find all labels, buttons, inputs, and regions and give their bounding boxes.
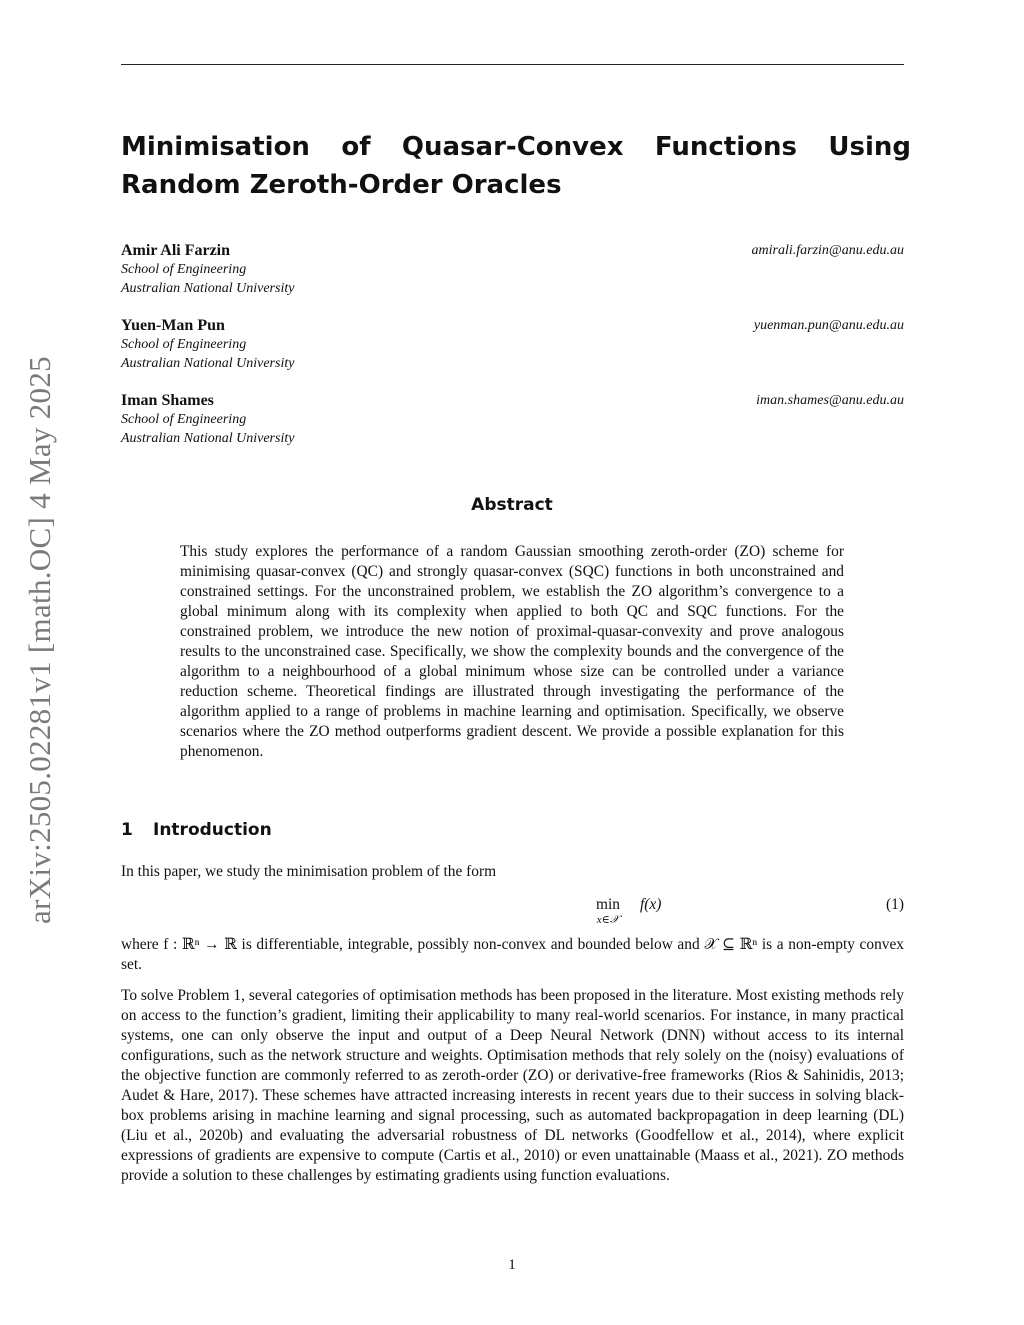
author-institution: Australian National University xyxy=(121,356,295,371)
author-department: School of Engineering xyxy=(121,412,247,427)
author-institution: Australian National University xyxy=(121,281,295,296)
intro-paragraph: To solve Problem 1, several categories of optimisation methods has been proposed in the literature. Most existing methods rely on access to the function’s gradient, limiting their applicability to many real-world scenarios. For instance, in many practical systems, one can only observe the input and output of a Deep Neural Network (DNN) without access to its internal configurations, such as the network structure and weights. Optimisation methods that rely solely on the (noisy) evaluations of the objective function are commonly referred to as zeroth-order (ZO) or derivative-free frameworks (Rios & Sahinidis, 2013; Audet & Hare, 2017). These schemes have attracted increasing interests in recent years due to their success in solving black-box problems arising in machine learning and signal processing, such as automated backpropagation in deep learning (DL) (Liu et al., 2020b) and evaluating the adversarial robustness of DL networks (Goodfellow et al., 2014), where explicit expressions of gradients are expensive to compute (Cartis et al., 2010) or even unattainable (Maass et al., 2021). ZO methods provide a solution to these challenges by estimating gradients using function evaluations. xyxy=(121,987,904,1184)
header-rule xyxy=(121,64,904,65)
equation xyxy=(121,896,904,930)
author-name: Yuen-Man Pun xyxy=(121,317,225,334)
author-email[interactable]: amirali.farzin@anu.edu.au xyxy=(751,243,904,258)
equation-expression: f(x) xyxy=(640,896,662,913)
author-block xyxy=(121,241,904,298)
author-email[interactable]: iman.shames@anu.edu.au xyxy=(756,393,904,408)
author-department: School of Engineering xyxy=(121,262,247,277)
section-title: Introduction xyxy=(153,820,272,840)
author-department: School of Engineering xyxy=(121,337,247,352)
abstract-heading: Abstract xyxy=(471,495,553,515)
author-institution: Australian National University xyxy=(121,431,295,446)
intro-paragraph: where f : ℝⁿ → ℝ is differentiable, integrable, possibly non-convex and bounded below and 𝒳 ⊆ ℝⁿ is a non-empty convex set. xyxy=(121,936,904,973)
equation-subscript: x∈𝒳 xyxy=(596,914,620,926)
arxiv-stamp: arXiv:2505.02281v1 [math.OC] 4 May 2025 xyxy=(22,356,57,924)
section-number: 1 xyxy=(121,820,133,840)
equation-operator xyxy=(592,896,624,926)
author-email[interactable]: yuenman.pun@anu.edu.au xyxy=(753,318,904,333)
author-name: Iman Shames xyxy=(121,392,214,409)
author-name: Amir Ali Farzin xyxy=(121,242,231,259)
paper-title: Minimisation of Quasar-Convex Functions Using Random Zeroth-Order Oracles xyxy=(121,132,911,200)
equation-number: (1) xyxy=(886,896,904,913)
author-block xyxy=(121,391,904,448)
intro-paragraph: In this paper, we study the minimisation problem of the form xyxy=(121,863,497,880)
abstract-text: This study explores the performance of a random Gaussian smoothing zeroth-order (ZO) scheme for minimising quasar-convex (QC) and strongly quasar-convex (SQC) functions in both unconstrained and constrained settings. For the unconstrained problem, we establish the ZO algorithm’s convergence to a global minimum along with its complexity when applied to both QC and SQC functions. For the constrained problem, we introduce the new notion of proximal-quasar-convexity and prove analogous results to the unconstrained case. Specifically, we show the complexity bounds and the convergence of the algorithm to a neighbourhood of a global minimum whose size can be controlled under a variance reduction scheme. Theoretical findings are illustrated through investigating the performance of the algorithm applied to a range of problems in machine learning and optimisation. Specifically, we observe scenarios where the ZO method outperforms gradient descent. We provide a possible explanation for this phenomenon. xyxy=(180,543,844,760)
equation-min: min xyxy=(596,896,620,913)
section-heading xyxy=(121,820,272,840)
author-block xyxy=(121,316,904,373)
page-number: 1 xyxy=(508,1257,516,1273)
